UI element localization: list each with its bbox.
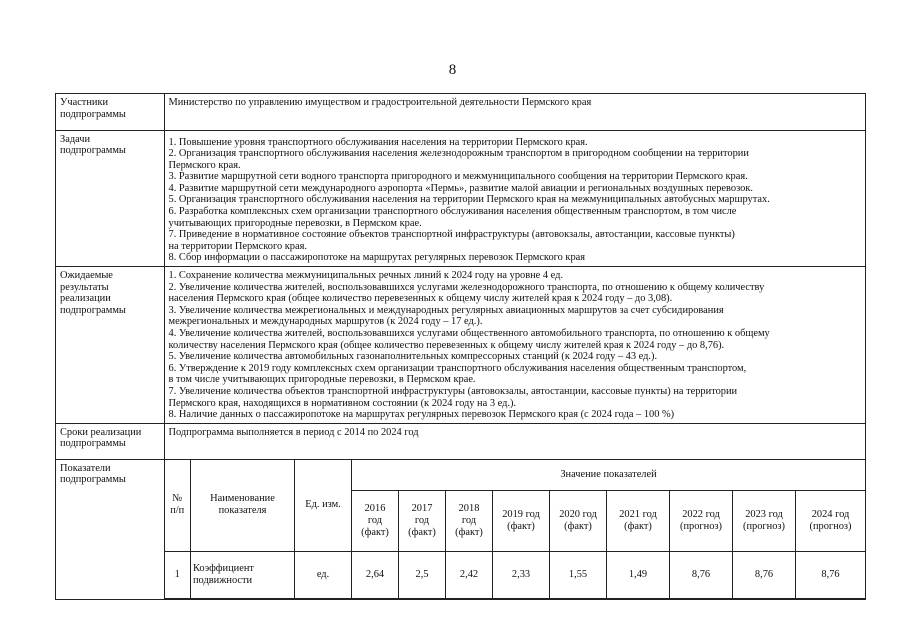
year-header (352, 490, 399, 551)
results-text (164, 267, 865, 424)
year-line: 2016 (364, 503, 386, 515)
year-header (670, 490, 733, 551)
text-line: 8. Наличие данных о пассажиропотоке на маршрутах регулярных перевозок Пермского края (с 2024 года – 100 %) (168, 409, 675, 421)
indicators-header-row (165, 460, 866, 491)
name-line: подвижности (193, 574, 253, 586)
row-tasks (56, 130, 865, 267)
year-line: (прогноз) (680, 520, 722, 532)
text-line: 6. Утверждение к 2019 году комплексных схем организации транспортного обслуживания населения общественным транспортом, (168, 362, 747, 374)
text-line: в том числе учитывающих пригородные перевозки, в Пермском крае. (168, 374, 476, 386)
year-line: (факт) (408, 526, 436, 538)
year-header (733, 490, 796, 551)
value-cell: 2,64 (352, 551, 399, 598)
year-line: 2019 год (502, 508, 540, 520)
year-line: 2018 (458, 503, 480, 515)
col-unit-header: Ед. изм. (295, 460, 352, 552)
label-line: Показатели (60, 462, 111, 474)
year-header (446, 490, 493, 551)
row-participants (56, 94, 865, 130)
indicators-cell (164, 459, 865, 599)
value-cell: 1,55 (550, 551, 607, 598)
passport-table (56, 94, 865, 600)
year-line: (факт) (624, 520, 652, 532)
year-line: 2021 год (619, 508, 657, 520)
text-line: 5. Организация транспортного обслуживания населения на территории Пермского края на межмуниципальных автобусных маршрутах. (168, 194, 770, 206)
row-number: 1 (165, 551, 191, 598)
label-line: результаты (60, 281, 109, 293)
value-cell: 8,76 (670, 551, 733, 598)
row-terms (56, 423, 865, 459)
text-line: 8. Сбор информации о пассажиропотоке на маршрутах регулярных перевозок Пермского края (168, 252, 586, 264)
text-line: 7. Увеличение количества объектов транспортной инфраструктуры (автовокзалы, автостанции, кассовые пункты) на территории (168, 385, 738, 397)
passport-table-frame (55, 93, 866, 600)
text-line: учитывающих пригородные перевозки, в Пермском крае. (168, 217, 422, 229)
value-cell: 8,76 (733, 551, 796, 598)
text-line: Пермского края, находящихся в нормативном состоянии (к 2024 году на 3 ед.). (168, 397, 517, 409)
value-cell: 2,33 (493, 551, 550, 598)
year-line: 2023 год (745, 508, 783, 520)
tasks-text (164, 130, 865, 267)
year-line: 2017 (411, 503, 433, 515)
label-line: Ожидаемые (60, 270, 113, 282)
value-cell: 8,76 (796, 551, 866, 598)
row-results (56, 267, 865, 424)
table-row (165, 551, 866, 598)
col-num-header (165, 460, 191, 552)
indicator-unit: ед. (295, 551, 352, 598)
year-line: 2020 год (559, 508, 597, 520)
label-results (56, 267, 164, 424)
text-line: 7. Приведение в нормативное состояние объектов транспортной инфраструктуры (автовокзалы, автостанции, кассовые пункты) (168, 229, 735, 241)
text-line: на территории Пермского края. (168, 240, 307, 252)
page-number: 8 (448, 62, 457, 78)
text-line: количеству населения Пермского края (общее количество перевезенных к общему числу жителей края к 2024 году – до 8,76). (168, 339, 725, 351)
label-line: подпрограммы (60, 474, 126, 486)
year-header (550, 490, 607, 551)
label-tasks (56, 130, 164, 267)
text-line: 2. Организация транспортного обслуживания населения железнодорожным транспортом в пригородном сообщении на территории (168, 148, 749, 160)
text-line: 1. Повышение уровня транспортного обслуживания населения на территории Пермского края. (168, 136, 588, 148)
text-line: Пермского края. (168, 159, 241, 171)
value-cell: 1,49 (607, 551, 670, 598)
year-header (399, 490, 446, 551)
year-line: (прогноз) (809, 520, 852, 532)
year-line: (факт) (455, 526, 483, 538)
text-line: 6. Разработка комплексных схем организации транспортного обслуживания населения общественным транспортом, в том числе (168, 206, 737, 218)
year-line: (факт) (361, 526, 389, 538)
value-cell: 2,5 (399, 551, 446, 598)
header-line: показателя (218, 505, 267, 517)
label-indicators (56, 459, 164, 599)
year-line: (факт) (507, 520, 535, 532)
label-line: подпрограммы (60, 438, 126, 450)
label-line: подпрограммы (60, 145, 126, 157)
label-terms (56, 423, 164, 459)
year-line: (прогноз) (743, 520, 785, 532)
text-line: Подпрограмма выполняется в период с 2014 по 2024 год (168, 426, 419, 438)
text-line: 4. Увеличение количества жителей, воспользовавшихся услугами общественного автомобильного транспорта, по отношению к общему (168, 328, 770, 339)
year-header (607, 490, 670, 551)
name-line: Коэффициент (193, 562, 254, 574)
header-line: № (172, 493, 183, 505)
values-group-header: Значение показателей (352, 460, 866, 491)
row-indicators (56, 459, 865, 599)
label-line: Участники (60, 97, 109, 108)
year-header (493, 490, 550, 551)
year-line: 2022 год (682, 508, 720, 520)
header-line: Наименование (210, 493, 275, 505)
text-line: 4. Развитие маршрутной сети международного аэропорта «Пермь», развитие малой авиации и региональных воздушных перевозок. (168, 182, 753, 194)
label-participants (56, 94, 164, 130)
text-line: Министерство по управлению имуществом и градостроительной деятельности Пермского края (168, 97, 592, 108)
terms-text (164, 423, 865, 459)
label-line: Сроки реализации (60, 426, 142, 438)
text-line: 3. Развитие маршрутной сети водного транспорта пригородного и межмуниципального сообщения на территории Пермского края. (168, 171, 748, 183)
text-line: межрегиональных и международных маршрутов (к 2024 году – 17 ед.). (168, 316, 483, 328)
text-line: 3. Увеличение количества межрегиональных и международных регулярных авиационных маршрутов за счет субсидирования (168, 304, 724, 316)
text-line: 5. Увеличение количества автомобильных газонаполнительных компрессорных станций (к 2024 году – 43 ед.). (168, 351, 658, 363)
year-line: год (461, 514, 477, 526)
year-line: год (414, 514, 430, 526)
indicator-name (191, 551, 295, 598)
text-line: населения Пермского края (общее количество перевезенных к общему числу жителей края к 2024 году – до 3,08). (168, 293, 673, 305)
label-line: подпрограммы (60, 108, 126, 120)
indicators-table (165, 460, 866, 599)
col-name-header (191, 460, 295, 552)
year-line: (факт) (564, 520, 592, 532)
year-header (796, 490, 866, 551)
participants-text (164, 94, 865, 130)
label-line: подпрограммы (60, 304, 126, 316)
text-line: 1. Сохранение количества межмуниципальных речных линий к 2024 году на уровне 4 ед. (168, 270, 564, 282)
year-line: год (367, 514, 383, 526)
value-cell: 2,42 (446, 551, 493, 598)
year-line: 2024 год (811, 508, 850, 520)
header-line: п/п (170, 505, 185, 517)
label-line: Задачи (60, 133, 91, 145)
text-line: 2. Увеличение количества жителей, воспользовавшихся услугами железнодорожного транспорта, по отношению к общему количеству (168, 281, 765, 293)
label-line: реализации (60, 293, 111, 305)
